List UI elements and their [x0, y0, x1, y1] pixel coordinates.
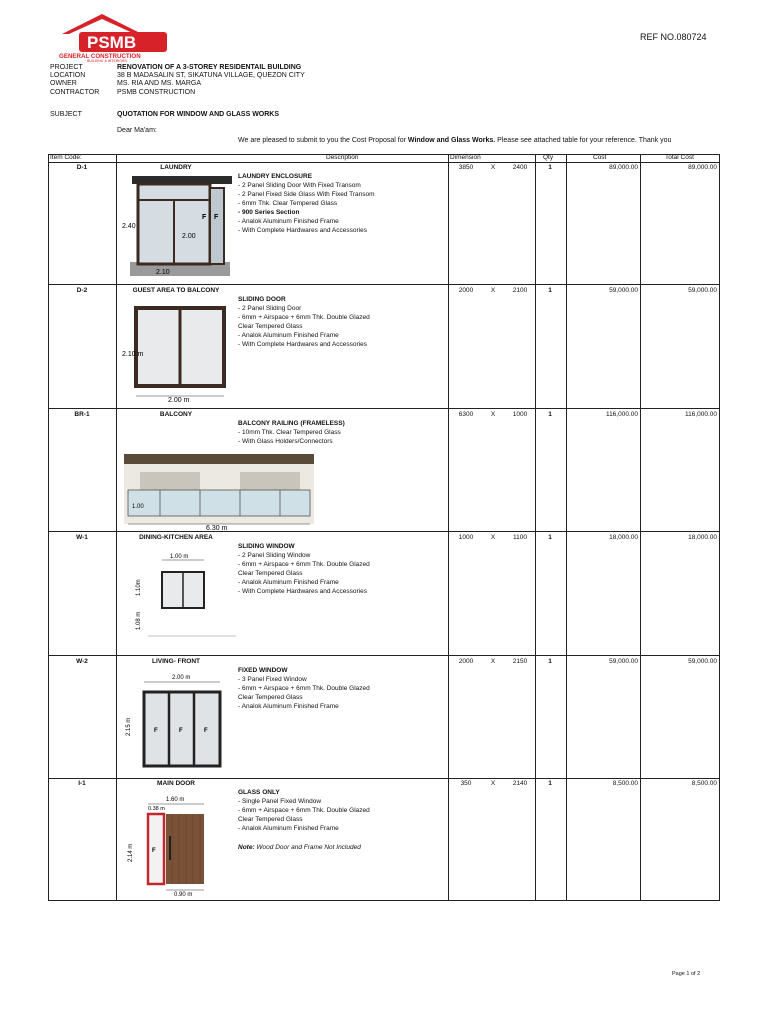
item-total: 59,000.00 — [688, 287, 717, 294]
desc-line: - With Complete Hardwares and Accessories — [238, 588, 367, 595]
item-total: 18,000.00 — [688, 534, 717, 541]
dimension-separator: X — [490, 411, 496, 418]
item-description — [238, 172, 448, 235]
panel-label: F — [204, 728, 208, 734]
project-value: RENOVATION OF A 3-STOREY RESIDENTAIL BUILDING — [117, 64, 302, 71]
table-border-right — [719, 154, 720, 901]
panel-label: F — [202, 214, 207, 221]
dim-label: 2.15 m — [126, 717, 132, 736]
dim-label: 1.00 m — [170, 554, 189, 560]
item-description — [238, 666, 448, 711]
panel-label: F — [214, 214, 219, 221]
contractor-value: PSMB CONSTRUCTION — [117, 89, 196, 96]
dimension-width: 2000 — [458, 658, 474, 665]
item-qty: 1 — [548, 164, 552, 171]
dimension-separator: X — [490, 658, 496, 665]
header-cost: Cost — [593, 154, 607, 161]
item-area: LAUNDRY — [160, 164, 192, 171]
desc-line: - 10mm Thk. Clear Tempered Glass — [238, 429, 341, 436]
desc-line: - Analok Aluminum Finished Frame — [238, 332, 339, 339]
dimension-width: 3850 — [458, 164, 474, 171]
item-cost: 59,000.00 — [609, 658, 638, 665]
dimension-separator: X — [490, 534, 496, 541]
row-divider — [48, 655, 720, 656]
item-total: 89,000.00 — [688, 164, 717, 171]
desc-line: - Analok Aluminum Finished Frame — [238, 825, 339, 832]
contractor-label: CONTRACTOR — [50, 89, 100, 96]
table-col-divider — [116, 154, 117, 901]
item-code: BR-1 — [74, 411, 90, 418]
dim-label: 2.00 — [182, 233, 196, 240]
item-cost: 8,500.00 — [612, 780, 638, 787]
subject-value: QUOTATION FOR WINDOW AND GLASS WORKS — [117, 111, 280, 118]
intro-before: We are pleased to submit to you the Cost Proposal for — [238, 137, 408, 144]
desc-line: Clear Tempered Glass — [238, 323, 303, 330]
item-description — [238, 295, 448, 349]
desc-line: - With Complete Hardwares and Accessories — [238, 341, 367, 348]
item-title: FIXED WINDOW — [238, 667, 288, 674]
dim-label: 1.00 — [132, 504, 144, 510]
dim-label: 2.14 m — [128, 843, 134, 862]
header-item-code: Item Code: — [50, 154, 82, 161]
item-title: GLASS ONLY — [238, 789, 280, 796]
item-area: DINING-KITCHEN AREA — [139, 534, 213, 541]
desc-line: - Analok Aluminum Finished Frame — [238, 703, 339, 710]
dimension-height: 2100 — [512, 287, 528, 294]
desc-line: - With Glass Holders/Connectors — [238, 438, 333, 445]
desc-line: - 2 Panel Sliding Door — [238, 305, 302, 312]
item-qty: 1 — [548, 411, 552, 418]
fixed-window-drawing — [120, 670, 230, 774]
note-text: Wood Door and Frame Not Included — [256, 844, 361, 851]
item-cost: 59,000.00 — [609, 287, 638, 294]
dim-label: 2.00 m — [172, 675, 191, 681]
logo-text: PSMB — [87, 33, 137, 52]
desc-line: - 6mm + Airspace + 6mm Thk. Double Glazed — [238, 314, 370, 321]
header-description: Description — [326, 154, 359, 161]
desc-line: - Analok Aluminum Finished Frame — [238, 579, 339, 586]
item-note — [238, 843, 448, 852]
page-number: Page 1 of 2 — [672, 971, 701, 977]
item-total: 59,000.00 — [688, 658, 717, 665]
intro-bold: Window and Glass Works. — [407, 137, 496, 144]
dim-label: 2.00 m — [168, 397, 190, 404]
desc-line-bold: - 900 Series Section — [238, 209, 300, 216]
dim-label: 0.38 m — [148, 806, 165, 812]
item-total: 116,000.00 — [684, 411, 717, 418]
ref-number: REF NO.080724 — [640, 32, 707, 42]
row-divider — [48, 408, 720, 409]
item-code: D-1 — [76, 164, 88, 171]
note-label: Note: — [238, 844, 255, 851]
item-qty: 1 — [548, 534, 552, 541]
item-code: I-1 — [78, 780, 86, 787]
dimension-width: 2000 — [458, 287, 474, 294]
item-title: SLIDING WINDOW — [238, 543, 295, 550]
header-qty: Qty — [543, 154, 554, 161]
company-logo — [57, 12, 172, 62]
project-label: PROJECT — [50, 64, 83, 71]
logo-tagline: GENERAL CONSTRUCTION — [59, 53, 141, 60]
item-code: D-2 — [76, 287, 88, 294]
dim-label: 2.10 m — [122, 351, 144, 358]
item-qty: 1 — [548, 658, 552, 665]
item-area: BALCONY — [159, 411, 193, 418]
table-border-top — [48, 154, 720, 155]
dimension-width: 350 — [460, 780, 472, 787]
table-col-divider — [448, 154, 449, 901]
dimension-height: 2400 — [512, 164, 528, 171]
dim-label: 2.10 — [156, 269, 170, 276]
table-header-rule — [48, 162, 720, 163]
dim-label: 6.30 m — [206, 525, 228, 532]
desc-line: Clear Tempered Glass — [238, 816, 303, 823]
item-description — [238, 788, 448, 852]
dimension-separator: X — [490, 164, 496, 171]
table-col-divider — [640, 154, 641, 901]
desc-line: - 6mm + Airspace + 6mm Thk. Double Glazed — [238, 685, 370, 692]
dimension-width: 1000 — [458, 534, 474, 541]
owner-value: MS. RIA AND MS. MARGA — [117, 80, 202, 87]
intro-after: Please see attached table for your reference. Thank you — [495, 137, 672, 144]
table-border-bottom — [48, 900, 720, 901]
desc-line: - With Complete Hardwares and Accessories — [238, 227, 367, 234]
dimension-separator: X — [490, 287, 496, 294]
sliding-door-drawing — [120, 304, 230, 404]
desc-line: - Analok Aluminum Finished Frame — [238, 218, 339, 225]
item-cost: 18,000.00 — [609, 534, 638, 541]
owner-label: OWNER — [50, 80, 77, 87]
salutation: Dear Ma'am: — [117, 127, 157, 134]
item-cost: 116,000.00 — [605, 411, 638, 418]
sliding-window-drawing — [128, 550, 238, 642]
desc-line: - 2 Panel Sliding Window — [238, 552, 311, 559]
panel-label: F — [154, 728, 158, 734]
row-divider — [48, 778, 720, 779]
dim-label: 1.60 m — [166, 797, 185, 803]
dimension-height: 1000 — [512, 411, 528, 418]
dim-label: 1.10m — [136, 579, 142, 596]
item-code: W-2 — [76, 658, 88, 665]
desc-line: - 6mm + Airspace + 6mm Thk. Double Glazed — [238, 561, 370, 568]
desc-line: - 6mm Thk. Clear Tempered Glass — [238, 200, 338, 207]
panel-label: F — [179, 728, 183, 734]
item-area: GUEST AREA TO BALCONY — [132, 287, 220, 294]
header-dimension: Dimension — [450, 154, 481, 161]
item-qty: 1 — [548, 287, 552, 294]
dim-label: 0.90 m — [174, 892, 193, 898]
item-description — [238, 542, 448, 596]
subject-label: SUBJECT — [50, 111, 82, 118]
quotation-table — [48, 154, 720, 901]
item-cost: 89,000.00 — [609, 164, 638, 171]
dim-label: 1.08 m — [136, 611, 142, 630]
panel-label: F — [152, 848, 156, 854]
item-title: SLIDING DOOR — [238, 296, 286, 303]
desc-line: Clear Tempered Glass — [238, 570, 303, 577]
item-title: LAUNDRY ENCLOSURE — [238, 173, 313, 180]
table-border-left — [48, 154, 49, 901]
desc-line: - 6mm + Airspace + 6mm Thk. Double Glazed — [238, 807, 370, 814]
balcony-railing-drawing — [120, 452, 320, 532]
dimension-width: 6300 — [458, 411, 474, 418]
dimension-separator: X — [490, 780, 496, 787]
item-description — [238, 419, 448, 446]
table-col-divider — [566, 154, 567, 901]
desc-line: - 2 Panel Fixed Side Glass With Fixed Transom — [238, 191, 375, 198]
main-door-drawing — [124, 794, 224, 898]
location-label: LOCATION — [50, 72, 86, 79]
location-value: 38 B MADASALIN ST, SIKATUNA VILLAGE, QUEZON CITY — [117, 72, 305, 79]
table-col-divider — [535, 154, 536, 901]
desc-line: - Single Panel Fixed Window — [238, 798, 322, 805]
laundry-enclosure-drawing — [120, 174, 235, 278]
intro-text — [238, 137, 671, 144]
item-area: LIVING- FRONT — [151, 658, 201, 665]
header-total-cost: Total Cost — [665, 154, 694, 161]
dimension-height: 2150 — [512, 658, 528, 665]
desc-line: Clear Tempered Glass — [238, 694, 303, 701]
item-total: 8,500.00 — [691, 780, 717, 787]
item-title: BALCONY RAILING (FRAMELESS) — [238, 420, 345, 427]
item-qty: 1 — [548, 780, 552, 787]
item-area: MAIN DOOR — [157, 780, 195, 787]
row-divider — [48, 284, 720, 285]
desc-line: - 2 Panel Sliding Door With Fixed Transom — [238, 182, 361, 189]
dimension-height: 1100 — [513, 534, 527, 541]
item-code: W-1 — [76, 534, 88, 541]
dimension-height: 2140 — [512, 780, 528, 787]
dim-label: 2.40 — [122, 223, 136, 230]
desc-line: - 3 Panel Fixed Window — [238, 676, 307, 683]
logo-subtagline: BUILDING & INTERIORS — [87, 59, 127, 62]
